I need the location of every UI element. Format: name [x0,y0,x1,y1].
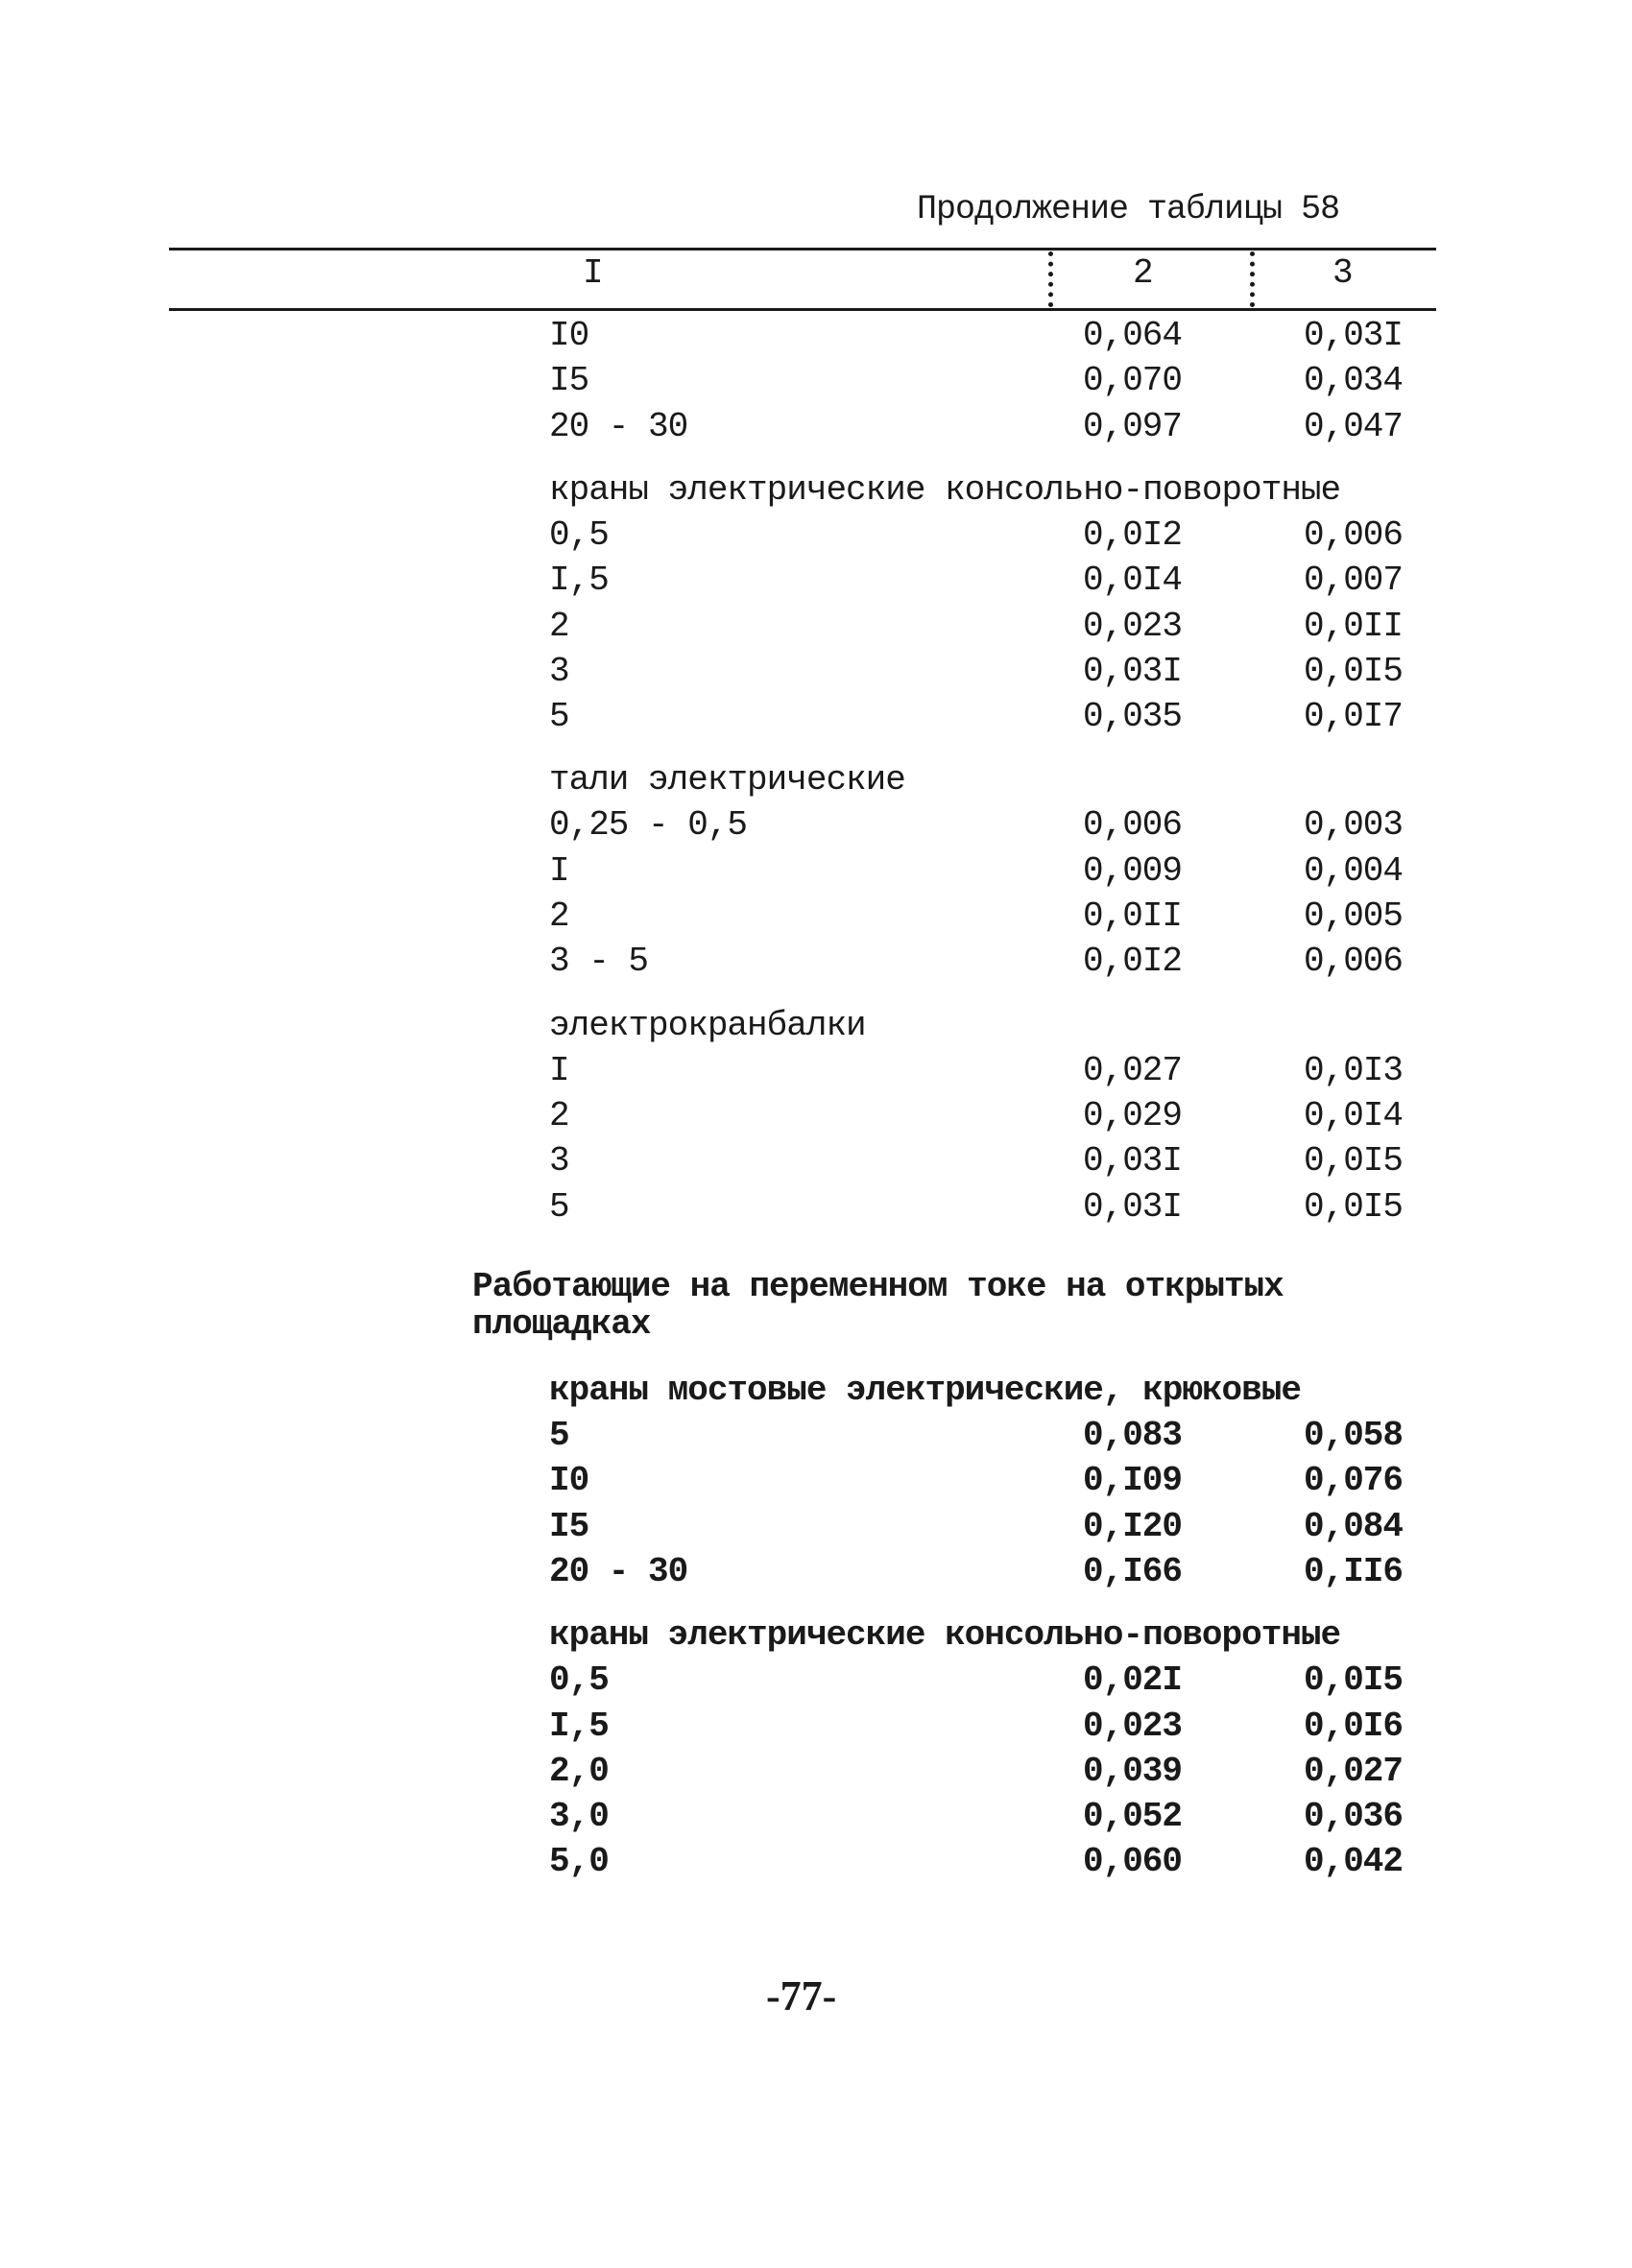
cell-col2: 0,070 [1083,361,1183,401]
row-label: 3 - 5 [549,942,649,982]
cell-col2: 0,035 [1083,697,1183,737]
row-label: 2 [549,606,569,646]
cell-col2: 0,052 [1083,1797,1183,1837]
cell-col3: 0,006 [1304,942,1404,982]
row-label: 2 [549,896,569,936]
cell-col2: 0,006 [1083,805,1183,846]
cell-col2: 0,029 [1083,1095,1183,1135]
cell-col3: 0,0I5 [1304,1186,1404,1227]
row-label: 0,5 [549,1660,609,1701]
row-label: I [549,850,569,891]
cell-col2: 0,03I [1083,1186,1183,1227]
row-label: I,5 [549,1706,609,1746]
cell-col3: 0,0I3 [1304,1050,1404,1090]
cell-col2: 0,009 [1083,850,1183,891]
column-header-1: I [583,253,604,293]
row-label: 20 - 30 [549,1551,688,1591]
group-heading: краны электрические консольно-поворотные [549,469,1341,510]
cell-col3: 0,0I5 [1304,651,1404,691]
group-heading: электрокранбалки [549,1005,866,1045]
group-heading: краны мостовые электрические, крюковые [549,1371,1301,1410]
cell-col2: 0,0I4 [1083,561,1183,601]
cell-col3: 0,058 [1304,1416,1404,1455]
cell-col3: 0,042 [1304,1842,1404,1882]
row-label: I,5 [549,561,609,601]
row-label: 2,0 [549,1751,609,1791]
column-separator-2 [1250,251,1262,307]
cell-col3: 0,03I [1304,316,1404,355]
category-heading-line2: площадках [472,1304,651,1344]
row-label: 2 [549,1095,569,1135]
row-label: I [549,1050,569,1090]
table-top-rule [169,248,1436,251]
category-heading-line1: Работающие на переменном токе на открытых [472,1267,1284,1306]
cell-col2: 0,I09 [1083,1461,1183,1501]
cell-col2: 0,097 [1083,406,1183,446]
table-caption: Продолжение таблицы 58 [917,190,1340,228]
cell-col3: 0,076 [1304,1461,1404,1501]
cell-col2: 0,083 [1083,1416,1183,1455]
cell-col2: 0,0I2 [1083,514,1183,555]
cell-col2: 0,03I [1083,651,1183,691]
cell-col3: 0,0I6 [1304,1706,1404,1746]
row-label: 5 [549,1416,569,1455]
cell-col2: 0,064 [1083,316,1183,355]
cell-col2: 0,023 [1083,606,1183,646]
row-label: 5 [549,697,569,737]
cell-col2: 0,I20 [1083,1506,1183,1546]
row-label: 3 [549,1141,569,1182]
cell-col2: 0,039 [1083,1751,1183,1791]
cell-col3: 0,036 [1304,1797,1404,1837]
row-label: I0 [549,316,589,355]
cell-col2: 0,027 [1083,1050,1183,1090]
cell-col3: 0,003 [1304,805,1404,846]
row-label: 0,25 - 0,5 [549,805,748,846]
cell-col3: 0,007 [1304,561,1404,601]
row-label: 5,0 [549,1842,609,1882]
cell-col2: 0,0II [1083,896,1183,936]
row-label: 3 [549,651,569,691]
cell-col3: 0,047 [1304,406,1404,446]
cell-col3: 0,0I5 [1304,1660,1404,1701]
group-heading: тали электрические [549,760,905,800]
cell-col3: 0,034 [1304,361,1404,401]
column-separator-1 [1048,251,1061,307]
cell-col3: 0,0I5 [1304,1141,1404,1182]
row-label: 3,0 [549,1797,609,1837]
cell-col3: 0,084 [1304,1506,1404,1546]
row-label: I5 [549,361,589,401]
group-heading: краны электрические консольно-поворотные [549,1615,1341,1656]
cell-col3: 0,005 [1304,896,1404,936]
cell-col3: 0,006 [1304,514,1404,555]
row-label: 20 - 30 [549,406,688,446]
page-number: -77- [766,1972,837,2019]
row-label: I5 [549,1506,589,1546]
row-label: 0,5 [549,514,609,555]
cell-col3: 0,0I4 [1304,1095,1404,1135]
column-header-2: 2 [1133,253,1154,293]
column-header-3: 3 [1332,253,1354,293]
cell-col2: 0,023 [1083,1706,1183,1746]
table-header-rule [169,308,1436,311]
cell-col3: 0,004 [1304,850,1404,891]
row-label: 5 [549,1186,569,1227]
row-label: I0 [549,1461,589,1501]
cell-col2: 0,I66 [1083,1551,1183,1591]
cell-col2: 0,03I [1083,1141,1183,1182]
cell-col3: 0,0I7 [1304,697,1404,737]
cell-col3: 0,0II [1304,606,1404,646]
cell-col2: 0,02I [1083,1660,1183,1701]
cell-col2: 0,0I2 [1083,942,1183,982]
cell-col2: 0,060 [1083,1842,1183,1882]
cell-col3: 0,II6 [1304,1551,1404,1591]
cell-col3: 0,027 [1304,1751,1404,1791]
